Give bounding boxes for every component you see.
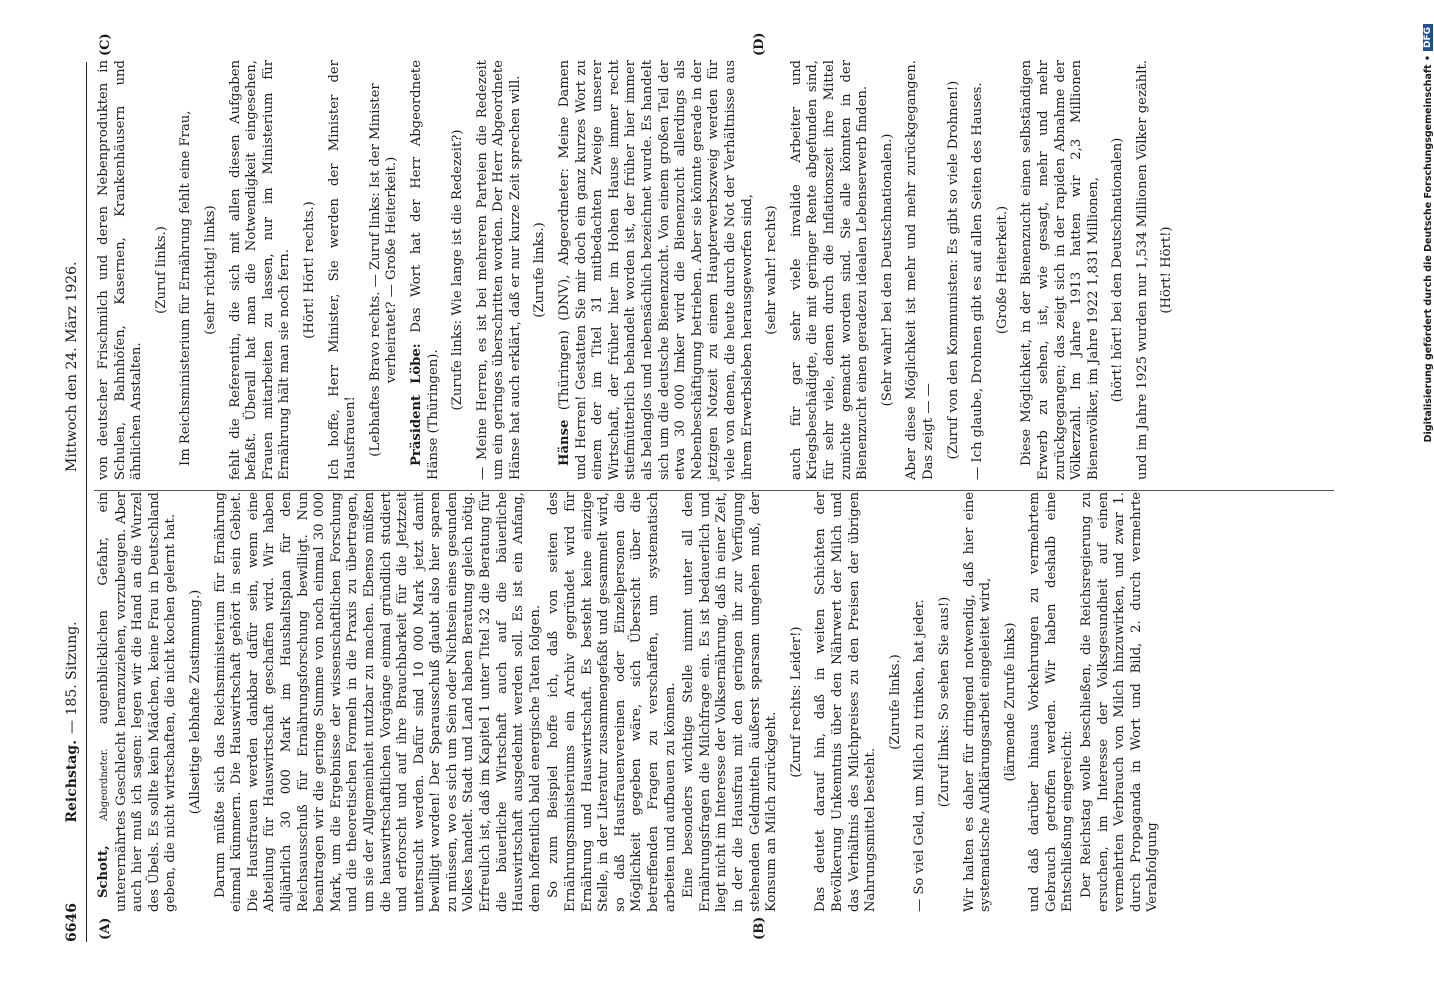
institution-name: Reichstag. bbox=[64, 739, 80, 823]
interjection: (Lebhaftes Bravo rechts. — Zuruf links: Ist der Minister verheiratet? — Große Heiterkeit.) bbox=[367, 83, 400, 457]
speech-text: augenblicklichen Gefahr, ein unterernährtes Geschlecht heranzuziehen, vorzubeugen. Aber auch hier muß ich sagen: legen wir die Hand an die Wurzel des Übels. Es sollte kein Mädchen, keine Frau in Deutschland geben, die nicht wirtschaften, die nicht kochen gelernt hat. bbox=[96, 492, 179, 912]
dfg-logo-icon: DFG bbox=[1423, 24, 1433, 51]
interjection: (hört! hört! bei den Deutschnationalen) bbox=[1110, 137, 1126, 403]
body-paragraph: auch für gar sehr viele invalide Arbeiter und Kriegsbeschädigte, die mit geringer Rente abgefunden sind, für sehr viele, denen durch die Inflationszeit ihre Mittel zunichte gemacht worden sind. Sie alle könnten in der Bienenzucht einen geradezu idealen Lebenserwerb finden. bbox=[788, 60, 871, 480]
session-date: Mittwoch den 24. März 1926. bbox=[64, 261, 80, 472]
body-paragraph: Ich hoffe, Herr Minister, Sie werden der Minister der Hausfrauen! bbox=[326, 60, 359, 480]
interjection: (Große Heiterkeit.) bbox=[994, 205, 1010, 335]
funding-note: Digitalisierung gefördert durch die Deutsche Forschungsgemeinschaft • bbox=[1422, 55, 1434, 443]
body-paragraph: fehlt die Referentin, die sich mit allen diesen Aufgaben befaßt. Überall hat man die Notwendigkeit eingesehen, Frauen mitarbeiten zu lassen, nur im Ministerium für Ernährung hält man sie noch fern. bbox=[227, 60, 293, 480]
interjection: (sehr wahr! rechts) bbox=[764, 205, 780, 335]
body-paragraph: Aber diese Möglichkeit ist mehr und mehr zurückgegangen. Das zeigt — — bbox=[904, 60, 936, 480]
margin-marker-b: (B) bbox=[752, 916, 767, 940]
margin-marker-d: (D) bbox=[752, 32, 767, 56]
interjection: (Zuruf links.) bbox=[153, 226, 169, 314]
interjection: (lärmende Zurufe links) bbox=[1002, 622, 1018, 782]
body-paragraph: von deutscher Frischmilch und deren Nebenprodukten in Schulen, Bahnhöfen, Kasernen, Krankenhäusern und ähnlichen Anstalten. bbox=[96, 60, 145, 480]
interjection: (Allseitige lebhafte Zustimmung.) bbox=[187, 589, 203, 815]
body-paragraph: Eine besonders wichtige Stelle nimmt unter all den Ernährungsfragen die Milchfrage ein. Es ist bedauerlich und liegt nicht im Interesse der Volksernährung, daß in einer Zeit, in der die Hausfrau mit den geringen ihr zur Verfügung stehenden Geldmitteln äußerst sparsam umgehen muß, der Konsum an Milch zurückgeht. bbox=[681, 492, 780, 912]
left-text-column bbox=[96, 492, 1164, 912]
interjection: (Hört! Hört!) bbox=[1159, 226, 1175, 314]
body-paragraph: — Meine Herren, es ist bei mehreren Parteien die Redezeit um ein geringes überschritten worden. Der Herr Abgeordnete Hänse hat auch erklärt, daß er nur kurze Zeit sprechen will. bbox=[474, 60, 523, 480]
speaker-paragraph bbox=[557, 60, 756, 480]
margin-marker-a: (A) bbox=[98, 917, 113, 940]
body-paragraph: Diese Möglichkeit, in der Bienenzucht einen selbständigen Erwerb zu sehen, ist, wie gesagt, mehr und mehr zurückgegangen; das zeigt sich in der rapiden Abnahme der Völkerzahl. Im Jahre 1913 hatten wir 2,3 Millionen Bienenvölker, im Jahre 1922 1,831 Millionen, bbox=[1019, 60, 1101, 480]
speech-text: Das Wort hat der Herr Abgeordnete Hänse (Thüringen). bbox=[408, 60, 441, 480]
session-heading bbox=[64, 502, 81, 942]
right-text-column bbox=[96, 60, 1184, 480]
body-paragraph: Darum müßte sich das Reichsministerium für Ernährung einmal kümmern. Die Hauswirtschaft gehört in sein Gebiet. Die Hausfrauen werden dankbar dafür sein, wenn eine Abteilung für Hauswirtschaft geschaffen wird. Wir haben alljährlich 30 000 Mark im Haushaltsplan für den Reichsausschuß für Ernährungsforschung bewilligt. Nun beantragen wir die geringe Summe von noch einmal 30 000 Mark, um die Ergebnisse der wissenschaftlichen Forschung und die theoretischen Formeln in die Praxis zu übertragen, um sie der Allgemeinheit nutzbar zu machen. Ebenso müßten die hauswirtschaftlichen Vorgänge einmal gründlich studiert und erforscht und auf ihre Brauchbarkeit für die Jetztzeit untersucht werden. Dafür sind 10 000 Mark jetzt damit bewilligt worden! Der Sparausschuß glaubt also hier sparen zu müssen, wo es sich um Sein oder Nichtsein eines gesunden Volkes handelt. Stadt und Land haben Beratung gleich nötig. Erfreulich ist, daß im Kapitel 1 unter Titel 32 die Beratung für die bäuerliche Wirtschaft auch auf die bäuerliche Hauswirtschaft ausgedehnt werden soll. Es ist ein Anfang, dem hoffentlich bald energische Taten folgen. bbox=[212, 492, 543, 912]
interjection: (Zurufe links.) bbox=[532, 222, 548, 318]
speaker-paragraph bbox=[409, 60, 442, 480]
body-paragraph: und im Jahre 1925 wurden nur 1,534 Millionen Völker gezählt. bbox=[1134, 60, 1150, 480]
body-paragraph: Das deutet darauf hin, daß in weiten Schichten der Bevölkerung Unkenntnis über den Nährwert der Milch und das Verhältnis des Milchpreises zu den Preisen der übrigen Nahrungsmittel besteht. bbox=[813, 492, 879, 912]
interjection: (Zurufe links: Wie lange ist die Redezeit?) bbox=[450, 129, 466, 411]
body-paragraph: Im Reichsministerium für Ernährung fehlt eine Frau, bbox=[178, 110, 194, 466]
body-paragraph: Der Reichstag wolle beschließen, die Reichsregierung zu ersuchen, im Interesse der Volksgesundheit auf einen vermehrten Verbrauch von Milch hinzuwirken, und zwar 1. durch Propaganda in Wort und Bild, 2. durch vermehrte Verabfolgung bbox=[1079, 492, 1161, 912]
speaker-name: Präsident Löbe: bbox=[408, 343, 424, 466]
rotated-scanned-page bbox=[62, 32, 1352, 942]
speaker-name: Hänse bbox=[557, 419, 573, 466]
session-number: — 185. Sitzung. bbox=[64, 621, 80, 734]
margin-marker-c: (C) bbox=[98, 33, 113, 56]
interjection: (sehr richtig! links) bbox=[202, 205, 218, 335]
interjection: (Zurufe links.) bbox=[887, 654, 903, 750]
column-divider bbox=[94, 490, 1334, 491]
interjection: (Zuruf links: So sehen Sie aus!) bbox=[936, 596, 952, 808]
speaker-role: Abgeordneter. bbox=[99, 748, 110, 821]
speaker-paragraph bbox=[96, 492, 180, 912]
body-paragraph: und daß darüber hinaus Vorkehrungen zu vermehrtem Gebrauch getroffen werden. Wir haben deshalb eine Entschließung eingereicht: bbox=[1027, 492, 1076, 912]
interjection: (Hört! Hört! rechts.) bbox=[301, 201, 317, 339]
body-paragraph: — Ich glaube, Drohnen gibt es auf allen Seiten des Hauses. bbox=[970, 82, 986, 480]
interjection: (Zuruf rechts: Leider!) bbox=[788, 626, 804, 778]
body-paragraph: So zum Beispiel hoffe ich, daß von seiten des Ernährungsministeriums ein Archiv gegründet wird für Ernährung und Hauswirtschaft. Es besteht keine einzige Stelle, in der Literatur zusammengefaßt und gesammelt wird, so daß Hausfrauenvereinen oder Einzelpersonen die Möglichkeit gegeben wäre, sich Übersicht über die betreffenden Fragen zu verschaffen, um systematisch arbeiten und aufbauen zu können. bbox=[546, 492, 678, 912]
body-paragraph: — So viel Geld, um Milch zu trinken, hat jeder. bbox=[912, 599, 928, 912]
page-header bbox=[62, 62, 87, 942]
body-paragraph: Wir halten es daher für dringend notwendig, daß hier eine systematische Aufklärungsarbeit eingeleitet wird, bbox=[961, 492, 994, 912]
interjection: (Sehr wahr! bei den Deutschnationalen.) bbox=[879, 133, 895, 407]
speech-text: (Thüringen) (DNV), Abgeordneter: Meine Damen und Herren! Gestatten Sie mir doch ein ganz kurzes Wort zu einem der im Titel 31 mitbedachten Zweige unserer Wirtschaft, der früher hier im Hohen Hause immer recht stiefmütterlich behandelt worden ist, der früher hier immer als belanglos und nebensächlich bezeichnet wurde. Es handelt sich um die deutsche Bienenzucht. Von einem großen Teil der etwa 30 000 Imker wird die Bienenzucht allerdings als Nebenbeschäftigung betrieben. Aber sie könnte gerade in der jetzigen Notzeit zu einem Haupterwerbszweig werden für viele von denen, die heute durch die Not der Verhältnisse aus ihrem Erwerbsleben herausgeworfen sind, bbox=[557, 60, 755, 480]
page-number: 6646 bbox=[64, 903, 80, 942]
speaker-name: Schott, bbox=[96, 845, 111, 898]
interjection: (Zuruf von den Kommunisten: Es gibt so viele Drohnen!) bbox=[945, 80, 961, 460]
side-attribution bbox=[1418, 10, 1434, 990]
